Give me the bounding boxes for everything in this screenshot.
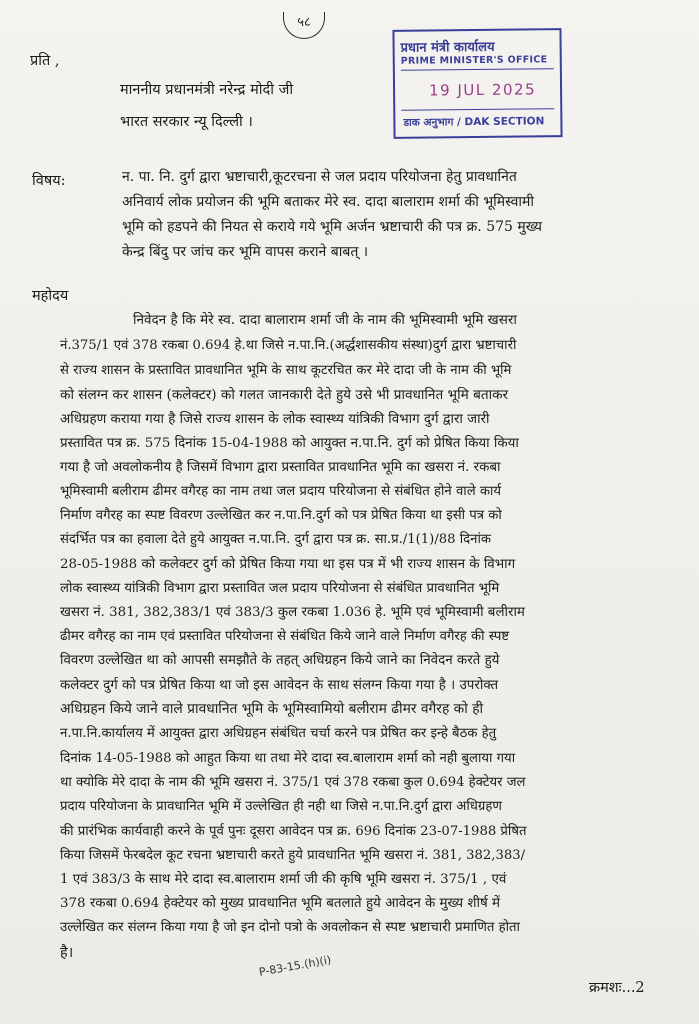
body-line: अधिग्रहन किये जाने वाले प्रावधानित भूमि के भूमिस्वामियो बलीराम ढीमर वगैरह को ही <box>60 701 484 717</box>
continuation-marker: क्रमशः...2 <box>589 980 645 996</box>
body-line: प्रस्तावित पत्र क्र. 575 दिनांक 15-04-1988 को आयुक्त न.पा.नि. दुर्ग को प्रेषित किया किया <box>60 436 519 451</box>
stamp-section: डाक अनुभाग / DAK SECTION <box>403 115 545 129</box>
body-line: 28-05-1988 को कलेक्टर दुर्ग को प्रेषित किया गया था इस पत्र में भी राज्य शासन के विभाग <box>60 557 516 572</box>
handwritten-note: P-83-15.(h)(i) <box>258 953 333 979</box>
body-line: ढीमर वगैरह का नाम एवं प्रस्तावित परियोजना से संबंधित किये जाने वाले निर्माण वगैरह की स्पष्ट <box>60 629 510 644</box>
stamp-divider <box>401 108 554 111</box>
body-line: दिनांक 14-05-1988 को आहुत किया था तथा मेरे दादा स्व.बालाराम शर्मा को नही बुलाया गया <box>60 751 516 766</box>
stamp-date: 19 JUL 2025 <box>428 80 537 100</box>
body-line: खसरा नं. 381, 382,383/1 एवं 383/3 कुल रकबा 1.036 हे. भूमि एवं भूमिस्वामी बलीराम <box>60 605 525 620</box>
body-line: किया जिसमें फेरबदेल कूट रचना भ्रष्टाचारी करते हुये प्रावधानित भूमि खसरा नं. 381, 382,383/ <box>60 848 526 863</box>
body-line: 378 रकबा 0.694 हेक्टेयर को मुख्य प्रावधानित भूमि बतलाते हुये आवेदन के मुख्य शीर्ष में <box>60 896 500 911</box>
salutation-to: प्रति , <box>30 53 60 69</box>
body-line: को संलग्न कर शासन (कलेक्टर) को गलत जानकारी देते हुये उसे भी प्रावधानित भूमि बताकर <box>60 387 509 403</box>
stamp-office-english: PRIME MINISTER'S OFFICE <box>400 54 548 67</box>
subject-line: न. पा. नि. दुर्ग द्वारा भ्रष्टाचारी,कूटरचना से जल प्रदाय परियोजना हेतु प्रावधानित <box>122 169 517 185</box>
body-line: 1 एवं 383/3 के साथ मेरे दादा स्व.बालाराम शर्मा जी की कृषि भूमि खसरा नं. 375/1 , एवं <box>60 872 507 887</box>
body-line: से राज्य शासन के प्रस्तावित प्रावधानित भूमि के साथ कूटरचित कर मेरे दादा जी के नाम की भूमि <box>60 363 512 378</box>
body-line: था क्योकि मेरे दादा के नाम की भूमि खसरा नं. 375/1 एवं 378 रकबा कुल 0.694 हेक्टेयर जल <box>60 775 526 790</box>
body-line: अधिग्रहण कराया गया है जिसे राज्य शासन के लोक स्वास्थ्य यांत्रिकी विभाग दुर्ग द्वारा जारी <box>60 412 490 427</box>
greeting: महोदय <box>32 288 69 304</box>
body-line: भूमिस्वामी बलीराम ढीमर वगैरह का नाम तथा जल प्रदाय परियोजना से संबंधित होने वाले कार्य <box>60 484 502 499</box>
pmo-receipt-stamp <box>392 28 562 139</box>
body-line: लोक स्वास्थ्य यांत्रिकी विभाग द्वारा प्रस्तावित जल प्रदाय परियोजना से संबंधित प्रावधानित भूमि <box>60 581 500 596</box>
stamp-office-hindi: प्रधान मंत्री कार्यालय <box>400 39 495 56</box>
body-line: विवरण उल्लेखित था को आपसी समझौते के तहत् अधिग्रहन किये जाने का निवेदन करते हुये <box>60 653 500 668</box>
body-line: गया है जो अवलोकनीय है जिसमें विभाग द्वारा प्रस्तावित प्रावधानित भूमि का खसरा नं. रकबा <box>60 460 501 475</box>
body-line: कलेक्टर दुर्ग को पत्र प्रेषित किया था जो इस आवेदन के साथ संलग्न किया गया है । उपरोक्त <box>60 678 499 693</box>
subject-line: भूमि को हडपने की नियत से कराये गये भूमि अर्जन भ्रष्टाचारी की पत्र क्र. 575 मुख्य <box>122 219 543 235</box>
page-marker: ५८ <box>283 12 325 39</box>
subject-label: विषय: <box>32 173 66 189</box>
body-line: उल्लेखित कर संलग्न किया गया है जो इन दोनो पत्रो के अवलोकन से स्पष्ट भ्रष्टाचारी प्रमाणित होता <box>60 920 520 935</box>
body-line: प्रदाय परियोजना के प्रावधानित भूमि में उल्लेखित ही नही था जिसे न.पा.नि.दुर्ग द्वारा अधिग्रहण <box>60 799 502 814</box>
body-line: संदर्भित पत्र का हवाला देते हुये आयुक्त न.पा.नि. दुर्ग द्वारा पत्र क्र. सा.प्र./1(1)/88 दिनांक <box>60 532 492 547</box>
body-line: निर्माण वगैरह का स्पष्ट विवरण उल्लेखित कर न.पा.नि.दुर्ग को पत्र प्रेषित किया था इसी पत्र को <box>60 508 502 523</box>
subject-line: केन्द्र बिंदु पर जांच कर भूमि वापस कराने बाबत् । <box>122 244 369 260</box>
body-line: है। <box>60 945 74 961</box>
subject-line: अनिवार्य लोक प्रयोजन की भूमि बताकर मेरे स्व. दादा बालाराम शर्मा की भूमिस्वामी <box>122 194 535 210</box>
body-line: न.पा.नि.कार्यालय में आयुक्त द्वारा अधिग्रहन संबंधित चर्चा करने पत्र प्रेषित कर इन्हे बैठक हेतु <box>60 726 497 741</box>
body-line: नं.375/1 एवं 378 रकबा 0.694 हे.था जिसे न.पा.नि.(अर्द्धशासकीय संस्था)दुर्ग द्वारा भ्रष्टाचारी <box>60 338 517 353</box>
addressee-line-1: माननीय प्रधानमंत्री नरेन्द्र मोदी जी <box>120 82 294 98</box>
stamp-divider <box>401 68 554 71</box>
addressee-line-2: भारत सरकार न्यू दिल्ली । <box>120 114 253 130</box>
body-line: निवेदन है कि मेरे स्व. दादा बालाराम शर्मा जी के नाम की भूमिस्वामी भूमि खसरा <box>133 312 517 328</box>
body-line: की प्रारंभिक कार्यवाही करने के पूर्व पुनः दूसरा आवेदन पत्र क्र. 696 दिनांक 23-07-1988 प्रेषित <box>60 824 527 839</box>
